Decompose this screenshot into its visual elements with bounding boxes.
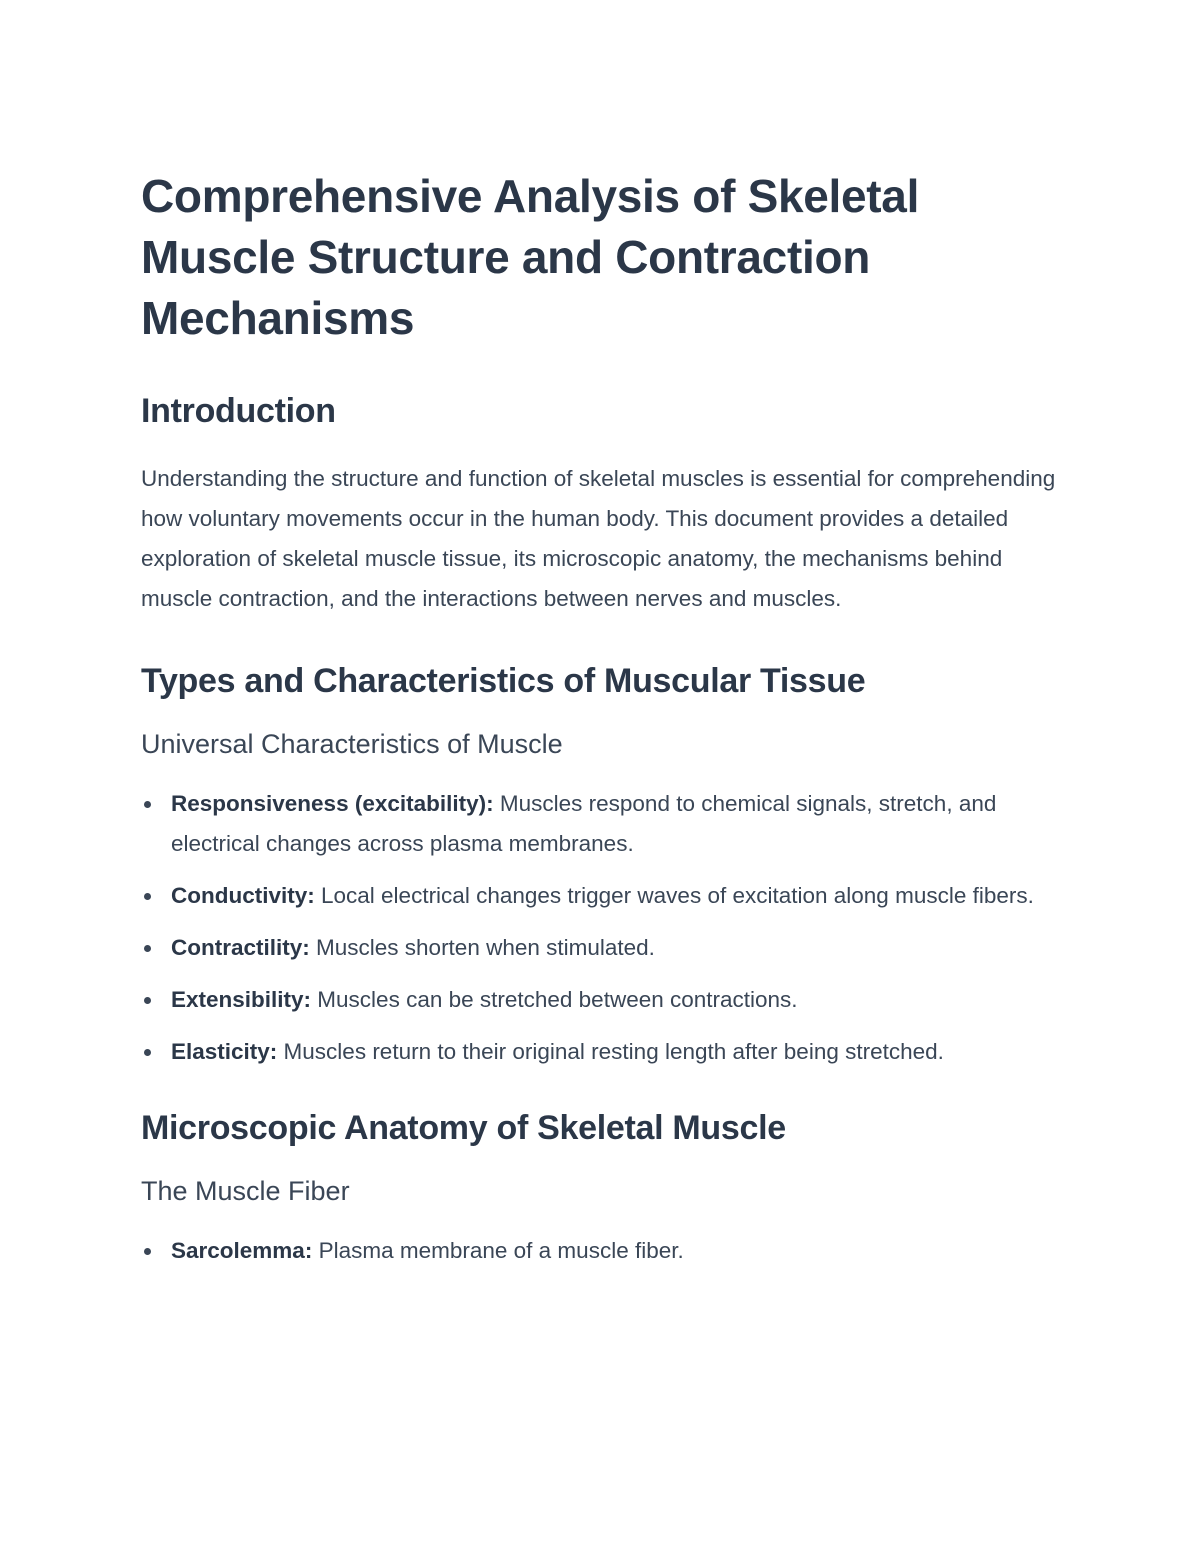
list-item [141, 1231, 1060, 1271]
list-item-text: Plasma membrane of a muscle fiber. [312, 1238, 684, 1263]
list-item-text: Muscles return to their original resting length after being stretched. [277, 1039, 944, 1064]
list-item-term: Responsiveness (excitability): [171, 791, 494, 816]
list-item-text: Local electrical changes trigger waves of excitation along muscle fibers. [314, 883, 1034, 908]
list-item-term: Sarcolemma: [171, 1238, 313, 1263]
muscle-fiber-heading: The Muscle Fiber [141, 1176, 350, 1206]
list-item-text: Muscles respond to chemical signals, stretch, and electrical changes across plasma membranes. [171, 791, 997, 856]
introduction-heading: Introduction [141, 392, 336, 430]
types-section-heading: Types and Characteristics of Muscular Tissue [141, 662, 866, 700]
list-item [141, 928, 1060, 968]
list-item-term: Extensibility: [171, 987, 312, 1012]
list-item [141, 876, 1060, 916]
list-item-text: Muscles shorten when stimulated. [309, 935, 655, 960]
list-item-term: Contractility: [171, 935, 310, 960]
list-item [141, 1032, 1060, 1072]
universal-characteristics-heading: Universal Characteristics of Muscle [141, 729, 563, 759]
microscopic-anatomy-heading: Microscopic Anatomy of Skeletal Muscle [141, 1109, 786, 1147]
universal-characteristics-list [141, 784, 1060, 1072]
list-item-term: Conductivity: [171, 883, 315, 908]
page-title: Comprehensive Analysis of Skeletal Muscle Structure and Contraction Mechanisms [141, 170, 920, 344]
introduction-paragraph: Understanding the structure and function of skeletal muscles is essential for comprehending how voluntary movements occur in the human body. This document provides a detailed exploration of skeletal muscle tissue, its microscopic anatomy, the mechanisms behind muscle contraction, and the interactions between nerves and muscles. [141, 466, 1056, 611]
muscle-fiber-list [141, 1231, 1060, 1271]
list-item-text: Muscles can be stretched between contractions. [311, 987, 798, 1012]
list-item-term: Elasticity: [171, 1039, 278, 1064]
list-item [141, 980, 1060, 1020]
list-item [141, 784, 1060, 864]
